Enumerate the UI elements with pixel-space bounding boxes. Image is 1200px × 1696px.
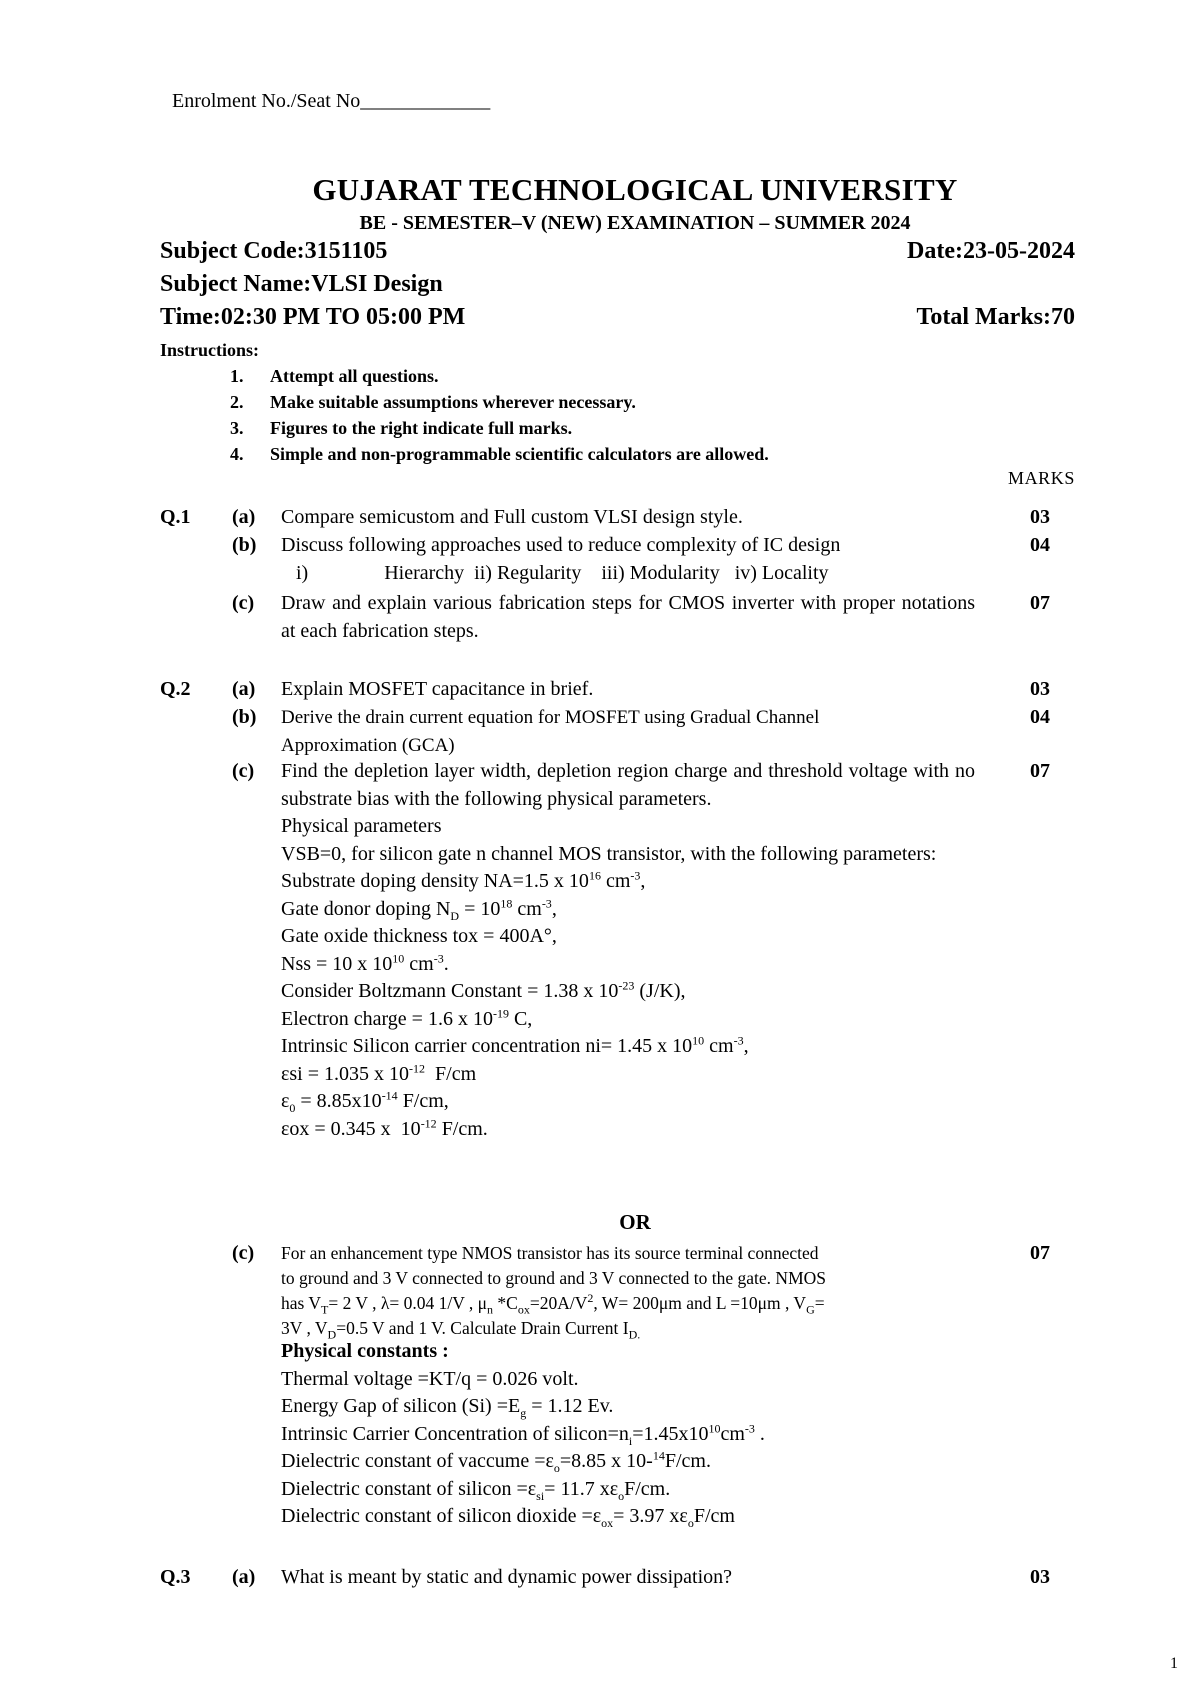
marks-value: 04 xyxy=(1030,706,1050,728)
question-text: Discuss following approaches used to reduce complexity of IC design xyxy=(281,534,841,556)
marks-value: 04 xyxy=(1030,534,1050,556)
question-text: Draw and explain various fabrication steps for CMOS inverter with proper notations at each fabrication steps. xyxy=(281,592,975,642)
part-label: (c) xyxy=(232,1242,255,1264)
marks-value: 07 xyxy=(1030,760,1050,782)
part-label: (a) xyxy=(232,678,256,700)
question-number: Q.2 xyxy=(160,678,191,700)
part-label: (a) xyxy=(232,1566,256,1588)
instructions-title: Instructions: xyxy=(160,340,260,360)
enrolment-seat-no: Enrolment No./Seat No_____________ xyxy=(172,90,491,112)
total-marks: Total Marks:70 xyxy=(916,304,1075,330)
part-label: (c) xyxy=(232,592,255,614)
instruction-item: 3. Figures to the right indicate full marks. xyxy=(230,418,573,438)
part-label: (c) xyxy=(232,760,255,782)
question-text: What is meant by static and dynamic power dissipation? xyxy=(281,1566,732,1588)
question-number: Q.3 xyxy=(160,1566,191,1588)
question-body: For an enhancement type NMOS transistor has its source terminal connected to ground and 3 V connected to ground and 3 V connected to the gate. NMOS has $V_T= 2$ V , λ= 0.04 1/V , $\mu_n$ $*C_{ox}=20A/V^2$, W= 200μm and L =10μm , $V_G=$ 3V , $V_D=0.5$ V and 1 V. Calculate Drain Current $I_{D.}$ xyxy=(281,1243,826,1342)
exam-date: Date:23-05-2024 xyxy=(907,238,1075,264)
exam-time: Time:02:30 PM TO 05:00 PM xyxy=(160,304,466,330)
marks-value: 03 xyxy=(1030,506,1050,528)
marks-value: 03 xyxy=(1030,678,1050,700)
marks-column-header: MARKS xyxy=(1007,468,1075,488)
marks-value: 07 xyxy=(1030,592,1050,614)
instruction-item: 2. Make suitable assumptions wherever necessary. xyxy=(230,392,636,412)
part-label: (a) xyxy=(232,506,256,528)
exam-title: BE - SEMESTER–V (NEW) EXAMINATION – SUMMER 2024 xyxy=(359,212,911,234)
question-number: Q.1 xyxy=(160,506,191,528)
subject-code: Subject Code:3151105 xyxy=(160,238,388,264)
university-title: GUJARAT TECHNOLOGICAL UNIVERSITY xyxy=(312,172,958,207)
subject-name: Subject Name:VLSI Design xyxy=(160,271,443,297)
instruction-item: 1. Attempt all questions. xyxy=(230,366,439,386)
page-number: 1 xyxy=(1170,1655,1178,1672)
instruction-item: 4. Simple and non-programmable scientific calculators are allowed. xyxy=(230,444,769,464)
part-label: (b) xyxy=(232,706,257,728)
part-label: (b) xyxy=(232,534,257,556)
question-body: Find the depletion layer width, depletion region charge and threshold voltage with no substrate bias with the following physical parameters. Physical parameters VSB=0, for silicon gate n channel MOS transistor, with the following parameters: Substrate doping density NA=1.5 x $10^{16}$ $cm^{-3}$, Gate donor doping $N_D = 10^{18}$ $cm^{-3}$, Gate oxide thickness tox = 400A°, Nss = 10 x $10^{10}$ $cm^{-3}$. Consider Boltzmann Constant = 1.38 x $10^{-23}$ (J/K), Electron charge = 1.6 x $10^{-19}$ C, Intrinsic Silicon carrier concentration ni= 1.45 x $10^{10}$ $cm^{-3}$, εsi = 1.035 x $10^{-12}$ F/cm $\varepsilon_0 = 8.85x10^{-14}$ F/cm, εox = 0.345 x $10^{-12}$ F/cm. xyxy=(281,760,975,1140)
question-subitems: i) Hierarchy ii) Regularity iii) Modularity iv) Locality xyxy=(296,562,829,584)
physical-constants: Physical constants : Thermal voltage =KT/q = 0.026 volt. Energy Gap of silicon $(Si) =E_g = 1.12$ Ev. Intrinsic Carrier Concentration of $silicon=n_i=1.45x10^{10}cm^{-3}$ . Dielectric constant of vaccume $=\varepsilon_o=8.85$ x 10-$^{14}$F/cm. Dielectric constant of silicon $=\varepsilon_{si}= 11.7$ $x\varepsilon_oF/cm$. Dielectric constant of silicon dioxide $=\varepsilon_{ox}= 3.97$ $x\varepsilon_oF/cm$ xyxy=(281,1340,765,1530)
marks-value: 07 xyxy=(1030,1242,1050,1264)
marks-value: 03 xyxy=(1030,1566,1050,1588)
or-separator: OR xyxy=(619,1210,651,1234)
question-text: Explain MOSFET capacitance in brief. xyxy=(281,678,594,700)
question-text: Compare semicustom and Full custom VLSI design style. xyxy=(281,506,743,528)
question-text: Derive the drain current equation for MOSFET using Gradual Channel Approximation (GCA) xyxy=(281,707,820,756)
